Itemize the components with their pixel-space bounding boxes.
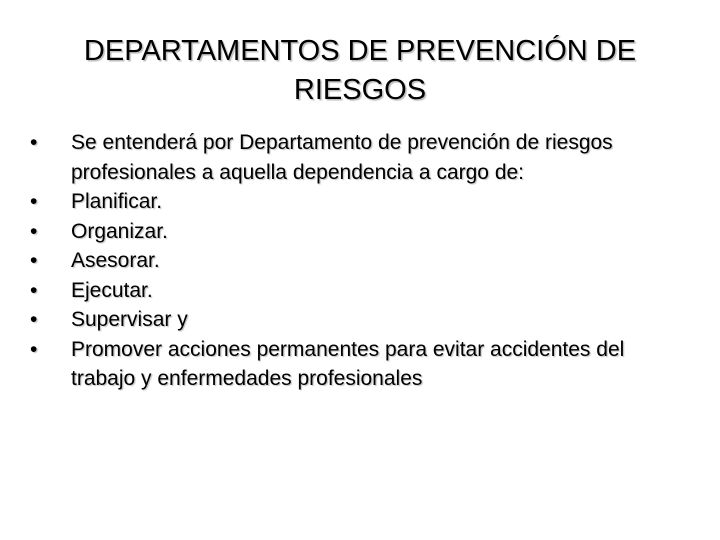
bullet-icon: • bbox=[30, 249, 38, 272]
slide-title-line2: RIESGOS bbox=[293, 74, 427, 106]
bullet-text: Supervisar y bbox=[71, 308, 188, 331]
bullet-item-asesorar bbox=[30, 246, 690, 276]
bullet-list bbox=[30, 128, 690, 394]
bullet-item-organizar bbox=[30, 217, 690, 247]
bullet-icon: • bbox=[30, 278, 38, 302]
bullet-icon: • bbox=[30, 219, 38, 243]
bullet-icon: • bbox=[30, 308, 38, 331]
bullet-item-ejecutar bbox=[30, 276, 690, 306]
bullet-text: Promover acciones permanentes para evitar accidentes del trabajo y enfermedades profesionales bbox=[71, 337, 625, 390]
bullet-icon: • bbox=[30, 337, 38, 361]
bullet-item-definition bbox=[30, 128, 690, 187]
slide-title-line1: DEPARTAMENTOS DE PREVENCIÓN DE bbox=[83, 35, 637, 67]
bullet-text: Se entenderá por Departamento de prevención de riesgos profesionales a aquella dependencia a cargo de: bbox=[71, 131, 613, 184]
bullet-item-planificar bbox=[30, 187, 690, 217]
bullet-item-supervisar bbox=[30, 305, 690, 335]
bullet-icon: • bbox=[30, 190, 38, 213]
bullet-icon: • bbox=[30, 131, 38, 154]
bullet-text: Planificar. bbox=[71, 190, 163, 213]
bullet-text: Asesorar. bbox=[71, 249, 160, 272]
bullet-item-promover bbox=[30, 335, 690, 394]
bullet-text: Organizar. bbox=[71, 219, 168, 243]
slide-title bbox=[40, 32, 680, 110]
bullet-text: Ejecutar. bbox=[71, 278, 153, 302]
